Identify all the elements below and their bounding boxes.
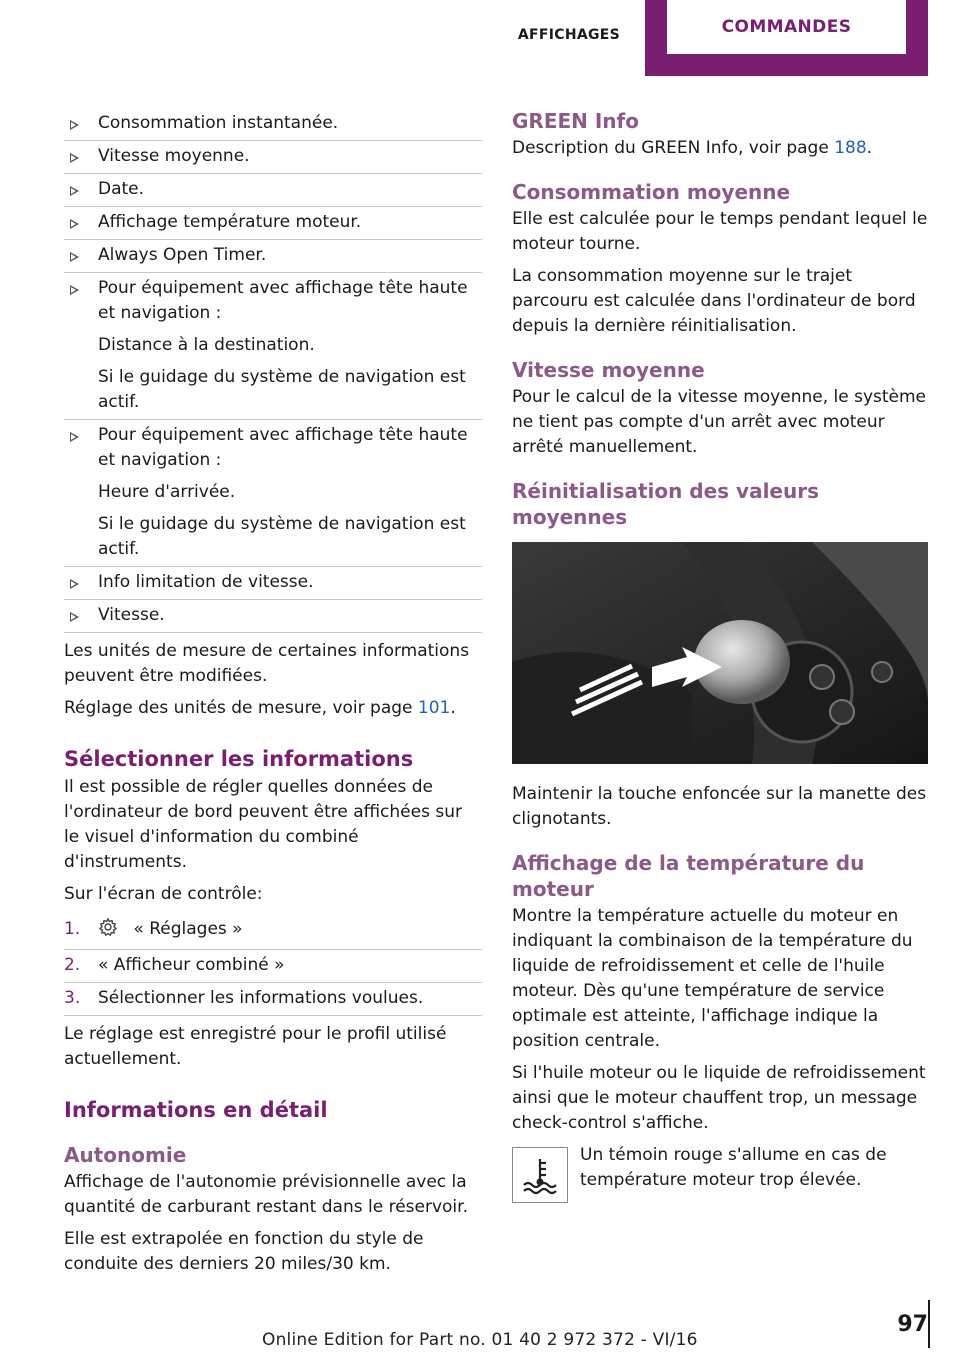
right-column: [512, 108, 930, 1203]
chapter-tab: [645, 0, 928, 76]
page-marker: [928, 1300, 930, 1348]
bullet-triangle-icon: [70, 120, 79, 130]
bullet-triangle-icon: [70, 432, 79, 442]
bullet-triangle-icon: [70, 219, 79, 229]
bullet-triangle-icon: [70, 612, 79, 622]
control-screen-text: Sur l'écran de contrôle:: [64, 884, 263, 904]
bullet-text: Distance à la destination.: [98, 335, 315, 355]
warning-text: Un témoin rouge s'allume en cas de température moteur trop élevée.: [580, 1145, 887, 1190]
engine-temp-text-2: Si l'huile moteur ou le liquide de refroidissement ainsi que le moteur chauffent trop, un message check-control s'affiche.: [512, 1063, 926, 1133]
avg-speed-text: Pour le calcul de la vitesse moyenne, le système ne tient pas compte d'un arrêt avec moteur arrêté manuellement.: [512, 387, 927, 457]
coolant-temp-warning-icon: [512, 1147, 568, 1203]
gear-icon: [98, 917, 118, 945]
bullet-triangle-icon: [70, 186, 79, 196]
bullet-text: Vitesse moyenne.: [98, 146, 250, 166]
engine-temp-text-1: Montre la température actuelle du moteur en indiquant la combinaison de la température du liquide de refroidissement et celle de l'huile moteur. Dès qu'une température de service optimale est atteinte, l'affichage indique la position centrale.: [512, 906, 913, 1051]
units-reference: [64, 696, 482, 721]
step-text: Sélectionner les informations voulues.: [98, 988, 424, 1008]
bullet-item: [64, 273, 482, 420]
bullet-text: Heure d'arrivée.: [98, 482, 236, 502]
turn-signal-stalk-photo: [512, 542, 928, 764]
bullet-text: Affichage température moteur.: [98, 212, 362, 232]
green-ref-suffix: .: [866, 138, 873, 158]
engine-temp-heading: Affichage de la température du moteur: [512, 851, 865, 901]
step-item: [64, 950, 482, 983]
bullet-text: Consommation instantanée.: [98, 113, 339, 133]
bullet-item: [64, 567, 482, 600]
step-number: 2.: [64, 955, 81, 975]
bullet-item: [64, 141, 482, 174]
page-number: 97: [897, 1312, 928, 1337]
bullet-triangle-icon: [70, 579, 79, 589]
avg-consumption-text-1: Elle est calculée pour le temps pendant lequel le moteur tourne.: [512, 209, 928, 254]
bullet-item: [64, 207, 482, 240]
bullet-item: [64, 600, 482, 633]
chapter-tab-label: COMMANDES: [667, 0, 906, 54]
step-number: 3.: [64, 988, 81, 1008]
step-text: « Réglages »: [133, 919, 243, 939]
green-ref-link[interactable]: 188: [834, 138, 867, 158]
autonomy-text-1: Affichage de l'autonomie prévisionnelle avec la quantité de carburant restant dans le réservoir.: [64, 1172, 468, 1217]
bullet-text: Date.: [98, 179, 145, 199]
bullet-item: [64, 174, 482, 207]
units-ref-link[interactable]: 101: [417, 698, 451, 718]
profile-text: Le réglage est enregistré pour le profil utilisé actuellement.: [64, 1024, 447, 1069]
autonomy-text-2: Elle est extrapolée en fonction du style de conduite des derniers 20 miles/30 km.: [64, 1229, 424, 1274]
bullet-triangle-icon: [70, 153, 79, 163]
units-text: Les unités de mesure de certaines informations peuvent être modifiées.: [64, 641, 470, 686]
green-ref-prefix: Description du GREEN Info, voir page: [512, 138, 829, 158]
left-column: [64, 108, 482, 1284]
bullet-item: [64, 108, 482, 141]
select-text: Il est possible de régler quelles données de l'ordinateur de bord peuvent être affichées sur le visuel d'information du combiné d'instruments.: [64, 777, 462, 872]
bullet-text: Vitesse.: [98, 605, 165, 625]
edition-footer: Online Edition for Part no. 01 40 2 972 372 - VI/16: [262, 1330, 698, 1350]
bullet-text: Si le guidage du système de navigation est actif.: [98, 367, 466, 412]
step-number: 1.: [64, 919, 81, 939]
green-info-reference: [512, 136, 930, 161]
units-ref-suffix: .: [450, 698, 456, 718]
reset-heading: Réinitialisation des valeurs moyennes: [512, 479, 820, 529]
info-list: [64, 108, 482, 633]
photo-caption: Maintenir la touche enfoncée sur la manette des clignotants.: [512, 784, 927, 829]
step-item: [64, 983, 482, 1016]
bullet-text: Pour équipement avec affichage tête haute et navigation :: [98, 278, 468, 323]
bullet-text: Always Open Timer.: [98, 245, 267, 265]
bullet-text: Pour équipement avec affichage tête haute et navigation :: [98, 425, 468, 470]
avg-consumption-heading: Consommation moyenne: [512, 180, 791, 204]
bullet-triangle-icon: [70, 252, 79, 262]
steps-list: [64, 914, 482, 1016]
green-info-heading: GREEN Info: [512, 109, 639, 133]
select-heading: Sélectionner les informations: [64, 747, 414, 771]
bullet-item: [64, 240, 482, 273]
step-item: [64, 914, 482, 950]
bullet-triangle-icon: [70, 285, 79, 295]
avg-consumption-text-2: La consommation moyenne sur le trajet parcouru est calculée dans l'ordinateur de bord depuis la dernière réinitialisation.: [512, 266, 916, 336]
detail-heading: Informations en détail: [64, 1098, 328, 1122]
units-ref-prefix: Réglage des unités de mesure, voir page: [64, 698, 413, 718]
step-text: « Afficheur combiné »: [98, 955, 285, 975]
bullet-item: [64, 420, 482, 567]
section-tab: AFFICHAGES: [517, 27, 621, 43]
bullet-text: Si le guidage du système de navigation est actif.: [98, 514, 466, 559]
warning-block: [512, 1143, 930, 1203]
autonomy-heading: Autonomie: [64, 1143, 187, 1167]
bullet-text: Info limitation de vitesse.: [98, 572, 314, 592]
avg-speed-heading: Vitesse moyenne: [512, 358, 705, 382]
